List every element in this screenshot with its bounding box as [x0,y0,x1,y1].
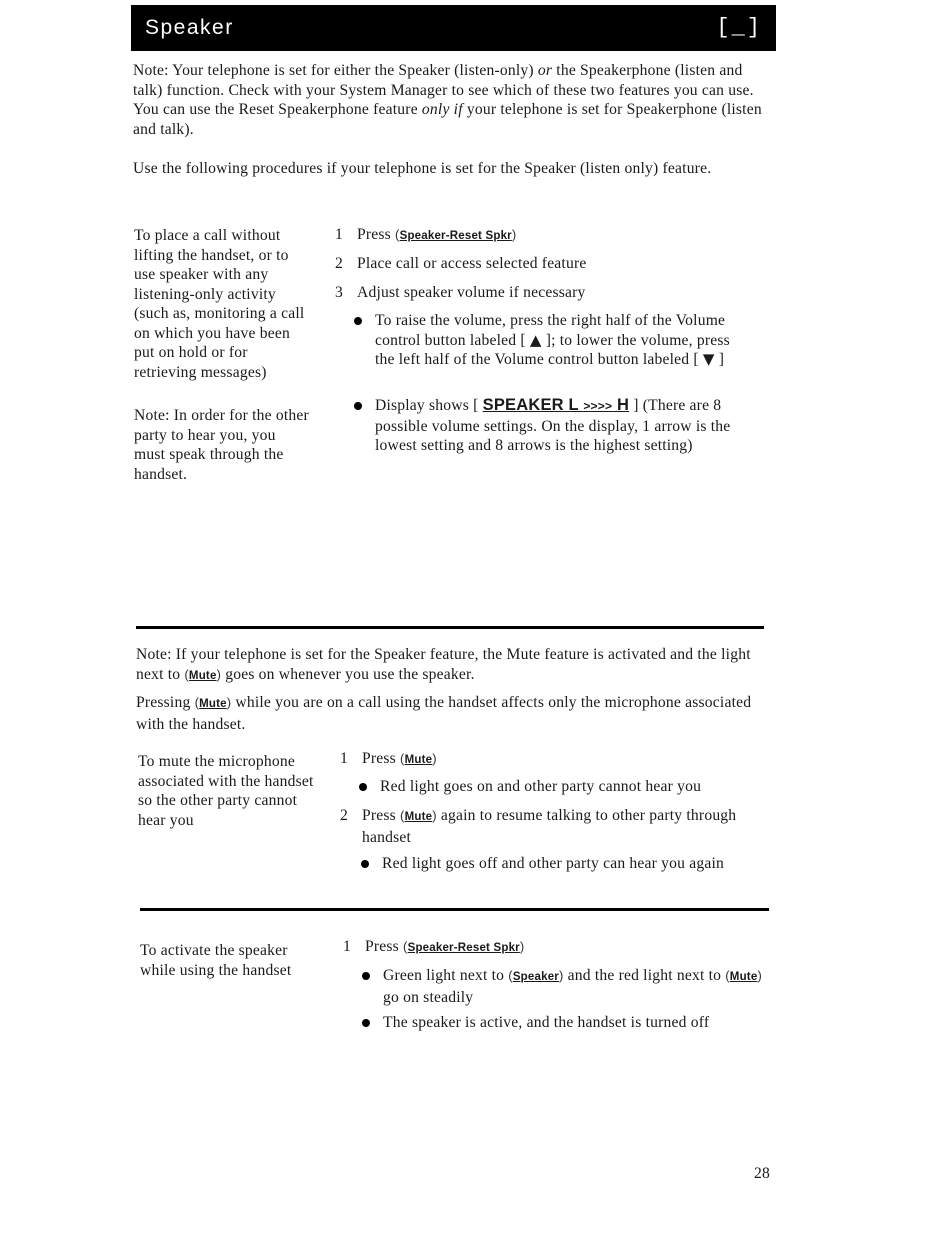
section3-description: To activate the speaker while using the handset [140,942,292,979]
page-title: Speaker [145,16,234,40]
page-number: 28 [754,1165,770,1182]
speaker-reset-spkr-key: Speaker-Reset Spkr [407,942,520,954]
section-divider [136,626,764,629]
section2-mute-note: Note: If your telephone is set for the Speaker feature, the Mute feature is activated and the light next to (Mute) goes on whenever you use the speaker. [136,646,751,683]
mute-key: Mute [404,754,433,766]
section-divider [140,908,769,911]
bullet-icon [359,783,367,791]
intro-procedure-note: Use the following procedures if your telephone is set for the Speaker (listen only) feature. [133,160,712,177]
speaker-window-icon: [_] [716,15,762,41]
section2-description: To mute the microphone associated with the handset so the other party cannot hear you [138,753,314,829]
section2-pressing-note: Pressing (Mute) while you are on a call using the handset affects only the microphone associated with the handset. [136,694,752,733]
speaker-reset-spkr-key: Speaker-Reset Spkr [399,230,512,242]
section1-handset-note: Note: In order for the other party to hear you, you must speak through the handset. [134,407,309,483]
mute-key: Mute [729,971,758,983]
bullet-icon [362,1019,370,1027]
bullet-icon [354,402,362,410]
speaker-key: Speaker [512,971,559,983]
display-readout: SPEAKER L >>>> H [482,396,630,414]
mute-key: Mute [404,811,433,823]
bullet-icon [362,972,370,980]
volume-down-icon: ▼ [702,350,715,368]
section1-description: To place a call without lifting the handset, or to use speaker with any listening-only activity (such as, monitoring a call on which you have been put on hold or for retrieving messages) [134,227,305,381]
bullet-icon [354,317,362,325]
mute-key: Mute [188,669,217,682]
intro-note: Note: Your telephone is set for either the Speaker (listen-only) or the Speakerphone (listen and talk) function. Check with your System Manager to see which of these two features you can use. You can use the Reset Speakerphone feature only if your telephone is set for Speakerphone (listen and talk). [133,62,762,138]
section-header-banner [131,5,776,51]
mute-key: Mute [199,698,227,710]
bullet-icon [361,860,369,868]
volume-up-icon: ▲ [529,330,542,349]
